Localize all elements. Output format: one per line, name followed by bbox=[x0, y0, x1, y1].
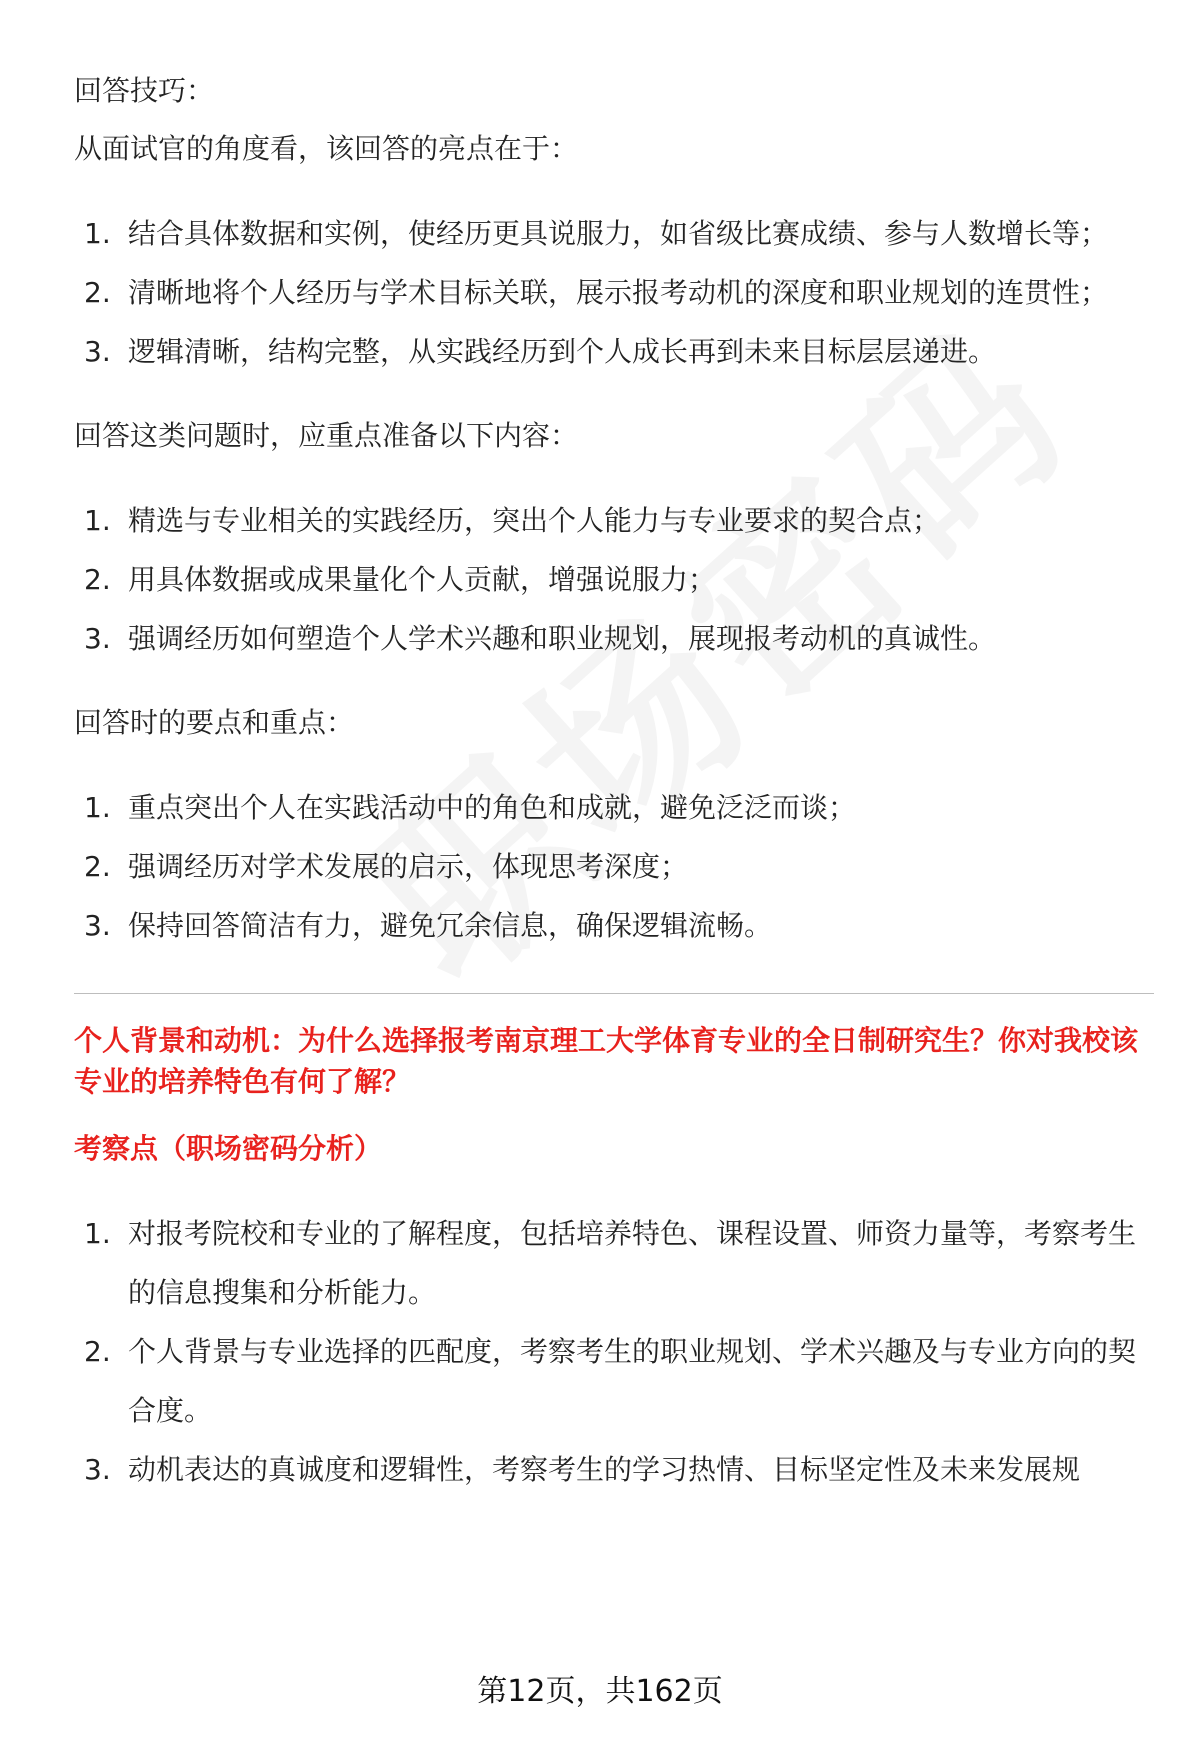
question-points-list bbox=[74, 1204, 1154, 1499]
section-intro: 从面试官的角度看，该回答的亮点在于： bbox=[74, 132, 579, 165]
list-item: 1. 结合具体数据和实例，使经历更具说服力，如省级比赛成绩、参与人数增长等； bbox=[84, 217, 1109, 250]
section-label-prepare: 回答这类问题时，应重点准备以下内容： bbox=[74, 419, 579, 452]
list-item: 1. 重点突出个人在实践活动中的角色和成就，避免泛泛而谈； bbox=[84, 791, 857, 824]
keypoints-list bbox=[74, 778, 1154, 955]
question-title: 个人背景和动机：为什么选择报考南京理工大学体育专业的全日制研究生？你对我校该专业的培养特色有何了解？ bbox=[74, 1024, 1139, 1098]
list-item: 2. 清晰地将个人经历与学术目标关联，展示报考动机的深度和职业规划的连贯性； bbox=[84, 276, 1109, 309]
list-item: 3. 强调经历如何塑造个人学术兴趣和职业规划，展现报考动机的真诚性。 bbox=[84, 622, 997, 655]
section-label-keypoints: 回答时的要点和重点： bbox=[74, 706, 355, 739]
divider bbox=[74, 993, 1154, 994]
prepare-list bbox=[74, 491, 1154, 668]
page-footer: 第12页，共162页 bbox=[477, 1674, 723, 1709]
section-label-tips: 回答技巧： bbox=[74, 74, 215, 107]
list-item: 1. 精选与专业相关的实践经历，突出个人能力与专业要求的契合点； bbox=[84, 504, 941, 537]
list-item: 3. 逻辑清晰，结构完整，从实践经历到个人成长再到未来目标层层递进。 bbox=[84, 335, 997, 368]
question-subheading: 考察点（职场密码分析） bbox=[74, 1132, 383, 1165]
list-item: 1. 对报考院校和专业的了解程度，包括培养特色、课程设置、师资力量等，考察考生的信息搜集和分析能力。 bbox=[84, 1217, 1137, 1309]
list-item: 3. 保持回答简洁有力，避免冗余信息，确保逻辑流畅。 bbox=[84, 909, 773, 942]
list-item: 3. 动机表达的真诚度和逻辑性，考察考生的学习热情、目标坚定性及未来发展规 bbox=[84, 1453, 1081, 1486]
list-item: 2. 个人背景与专业选择的匹配度，考察考生的职业规划、学术兴趣及与专业方向的契合度。 bbox=[84, 1335, 1137, 1427]
list-item: 2. 强调经历对学术发展的启示，体现思考深度； bbox=[84, 850, 689, 883]
tips-list bbox=[74, 204, 1154, 381]
list-item: 2. 用具体数据或成果量化个人贡献，增强说服力； bbox=[84, 563, 717, 596]
document-page bbox=[74, 62, 1154, 1499]
